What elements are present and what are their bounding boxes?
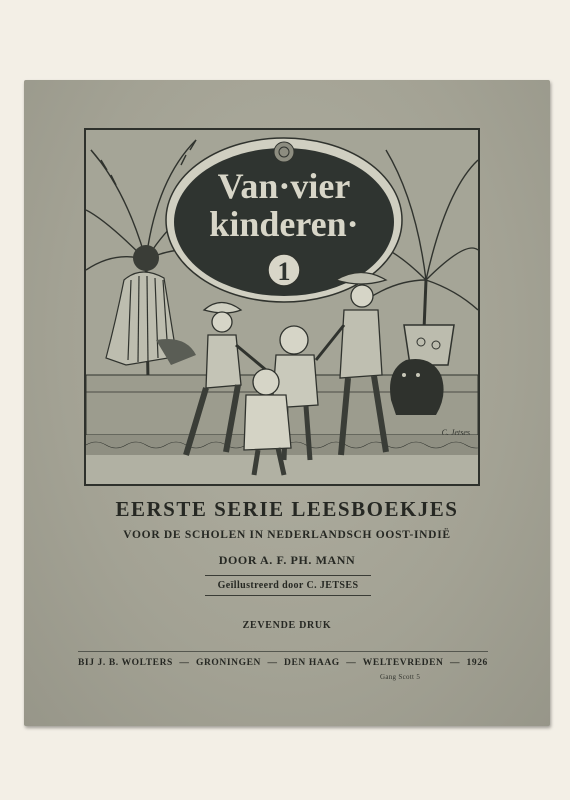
dog (390, 359, 444, 415)
publisher-name: BIJ J. B. WOLTERS (78, 658, 173, 668)
title-line-1: Van·vier (217, 166, 351, 206)
cover-illustration (84, 128, 480, 486)
divider-rule (78, 651, 488, 652)
illustrator-line: Geïllustreerd door C. JETSES (205, 575, 371, 596)
edition: ZEVENDE DRUK (242, 620, 332, 631)
stamp-text: Gang Scott 5 (380, 673, 421, 681)
publisher-city-1: GRONINGEN (195, 658, 262, 668)
artist-signature: C. Jetses (441, 428, 470, 437)
series-title: EERSTE SERIE LEESBOEKJES (115, 497, 459, 521)
flower-pot (404, 325, 454, 365)
separator: — (267, 658, 278, 668)
publisher-line (78, 658, 488, 668)
subtitle: VOOR DE SCHOLEN IN NEDERLANDSCH OOST-INDIË (123, 529, 451, 541)
title-line-2: kinderen· (209, 204, 359, 244)
publisher-year: 1926 (466, 658, 488, 668)
separator: — (346, 658, 357, 668)
separator: — (179, 658, 190, 668)
separator: — (449, 658, 461, 668)
publisher-city-3: WELTEVREDEN (362, 658, 444, 668)
publisher-city-2: DEN HAAG (284, 658, 340, 668)
volume-number: 1 (277, 257, 291, 286)
author-line: DOOR A. F. PH. MANN (218, 553, 356, 567)
